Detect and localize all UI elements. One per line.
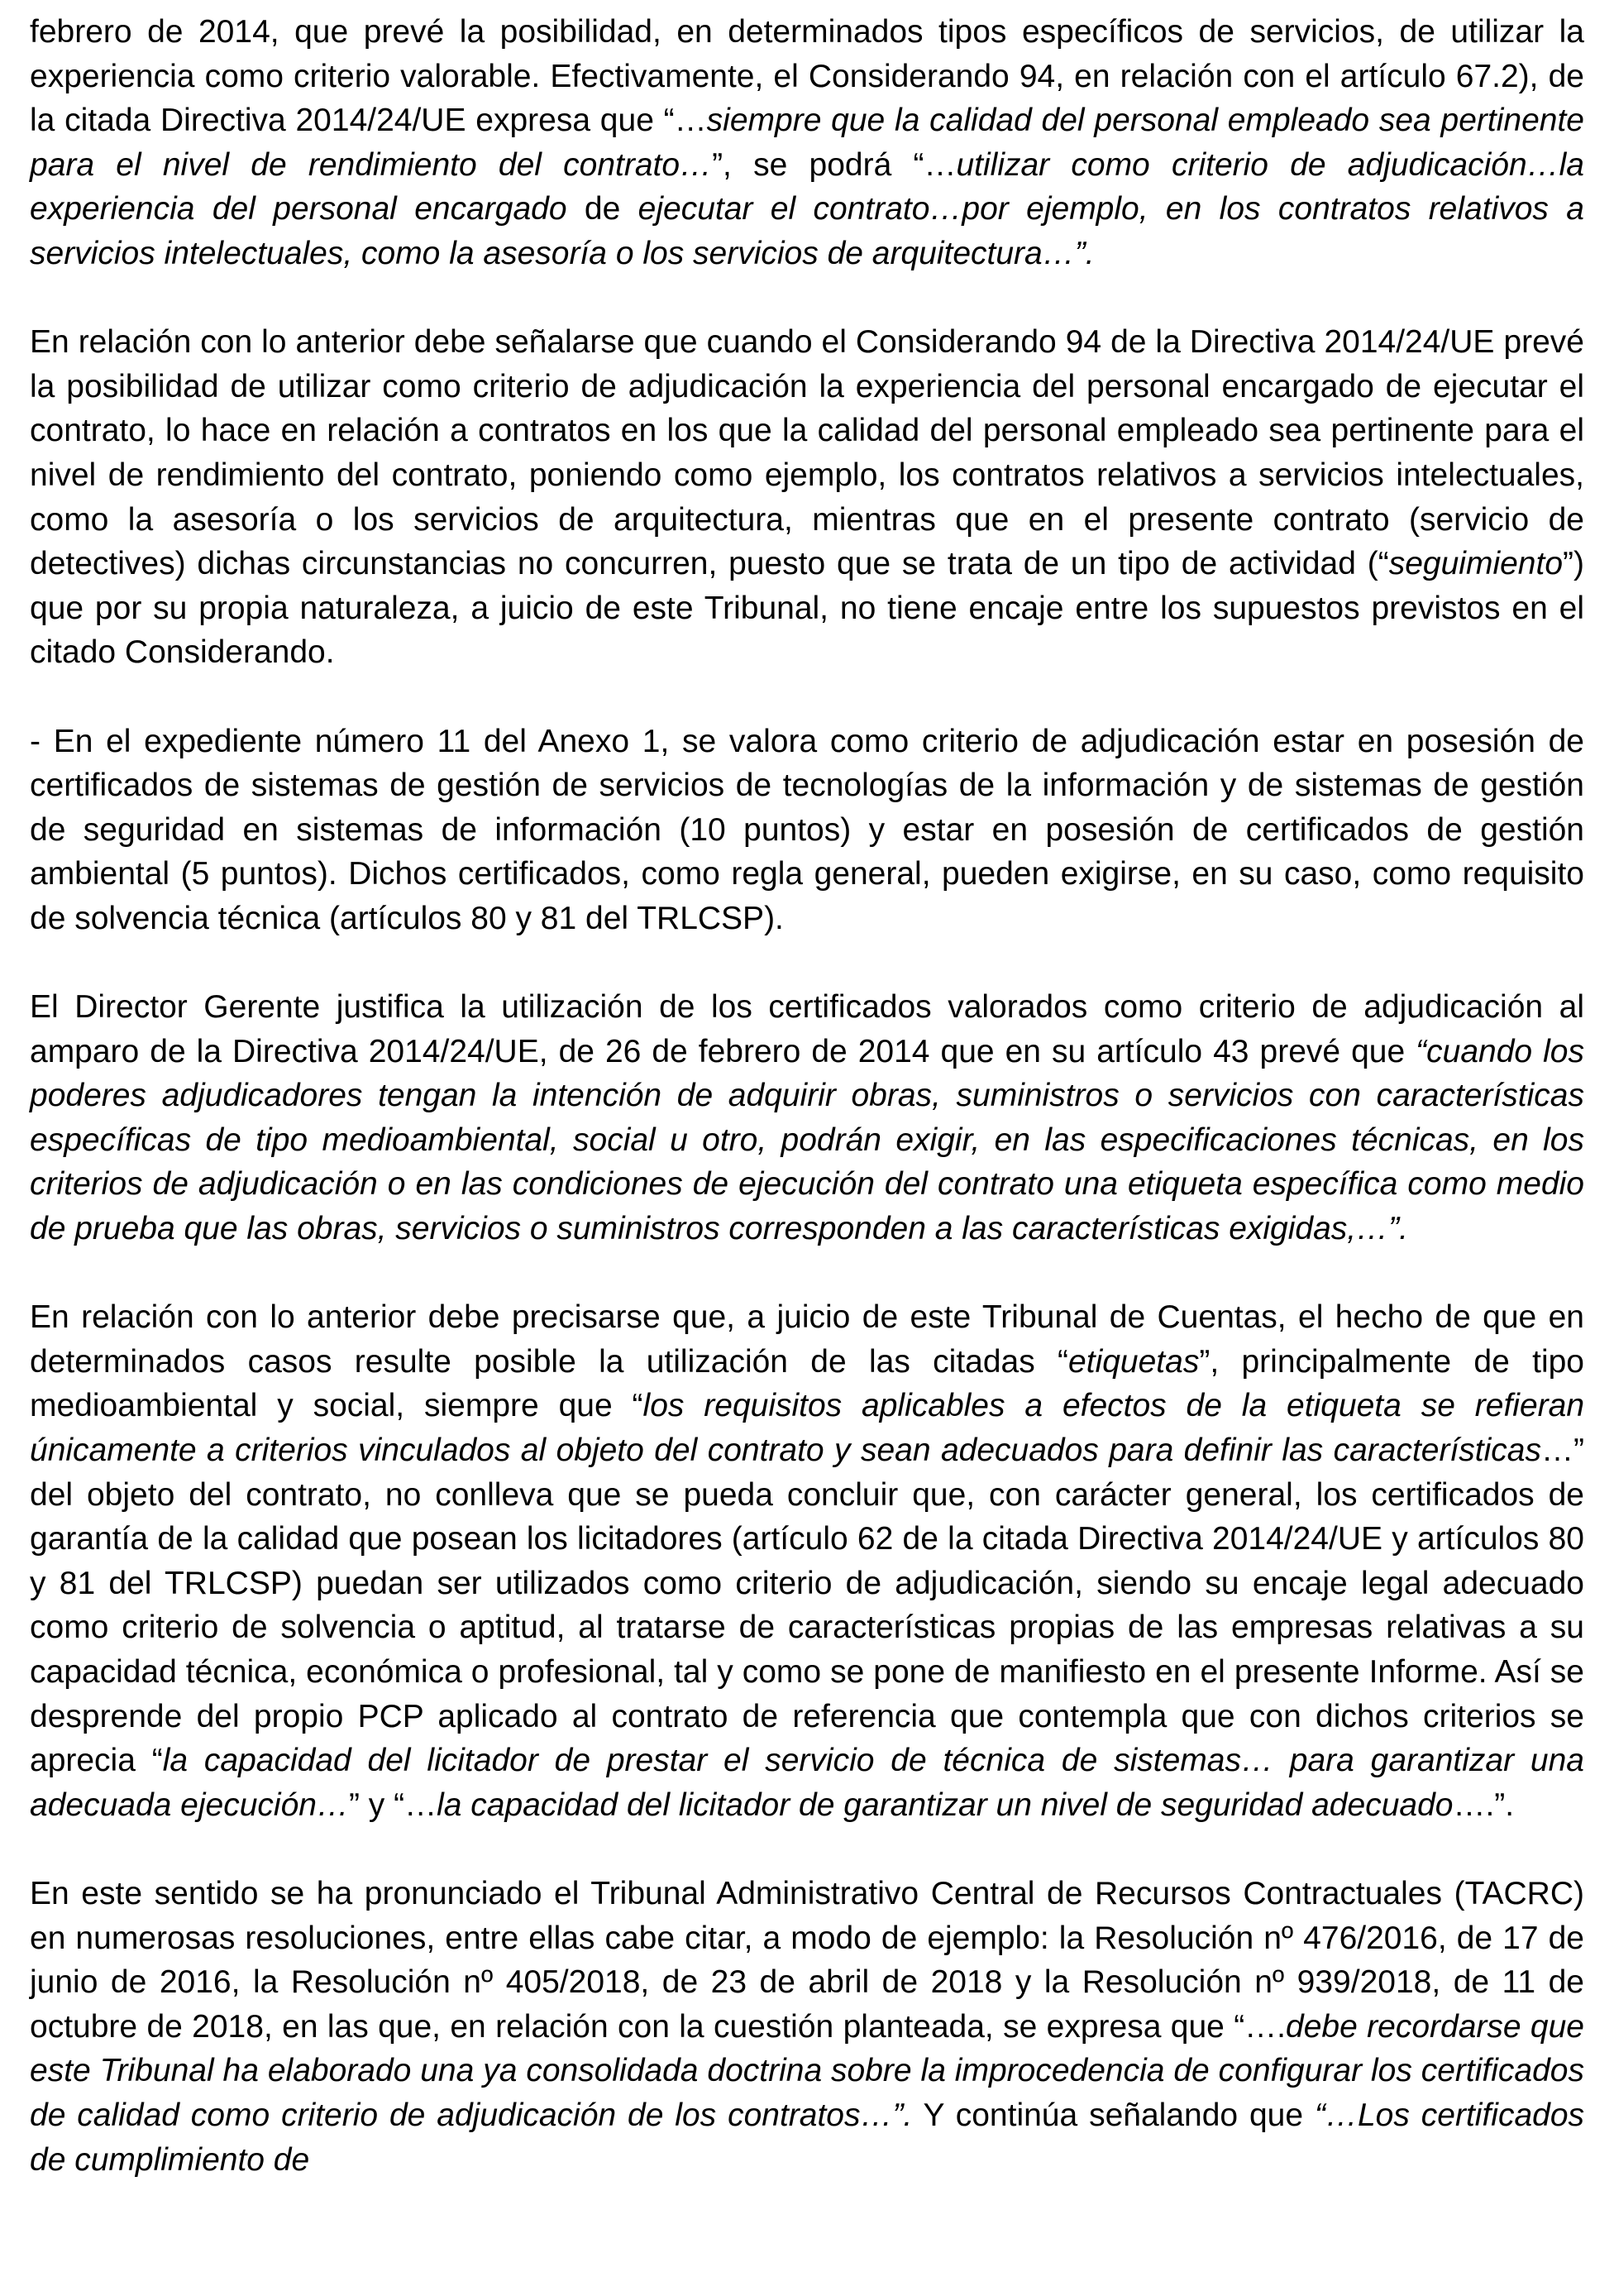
paragraph-tacrc-resoluciones — [30, 1872, 1584, 2182]
quote-run: la capacidad del licitador de prestar el servicio de técnica de sistemas… para garantizar una adecuada ejecución… — [30, 1743, 1584, 1823]
quote-run: la capacidad del licitador de garantizar un nivel de seguridad adecuado — [437, 1787, 1454, 1823]
text-run: En relación con lo anterior debe precisarse que, a juicio de este Tribunal de Cuentas, el hecho de que en determinados casos resulte posible la utilización de las citadas “ — [30, 1299, 1584, 1380]
paragraph-etiquetas — [30, 1295, 1584, 1827]
text-run: En este sentido se ha pronunciado el Tribunal Administrativo Central de Recursos Contractuales (TACRC) en numerosas resoluciones, entre ellas cabe citar, a modo de ejemplo: la Resolución nº 476/2016, de 17 de junio de 2016, la Resolución nº 405/2018, de 23 de abril de 2018 y la Resolución nº 939/2018, de 11 de octubre de 2018, en las que, en relación con la cuestión planteada, se expresa que “…. — [30, 1875, 1584, 2045]
quote-run: “cuando los poderes adjudicadores tengan la intención de adquirir obras, suministros o servicios con características específicas de tipo medioambiental, social u otro, podrán exigir, en las especificaciones técnicas, en los criterios de adjudicación o en las condiciones de ejecución del contrato una etiqueta específica como medio de prueba que las obras, servicios o suministros corresponden a las características exigidas,…”. — [30, 1033, 1584, 1247]
quote-run: etiquetas — [1068, 1343, 1200, 1380]
paragraph-considerando-94-experiencia — [30, 10, 1584, 276]
quote-run: utilizar como criterio de adjudicación…la experiencia del personal encargado — [30, 146, 1584, 227]
document-page — [30, 10, 1584, 2182]
quote-run: “…Los certificados de cumplimiento de — [30, 2097, 1585, 2178]
text-run: ”) que por su propia naturaleza, a juicio de este Tribunal, no tiene encaje entre los supuestos previstos en el citado Considerando. — [30, 546, 1584, 671]
text-run: Y continúa señalando que — [912, 2097, 1315, 2133]
paragraph-director-gerente — [30, 985, 1584, 1251]
quote-run: los requisitos aplicables a efectos de la etiqueta se refieran únicamente a criterios vinculados al objeto del contrato y sean adecuados para definir las características — [30, 1388, 1585, 1468]
quote-run: seguimiento — [1388, 546, 1564, 582]
text-run: …” del objeto del contrato, no conlleva que se pueda concluir que, con carácter general, los certificados de garantía de la calidad que posean los licitadores (artículo 62 de la citada Directiva 2014/24/UE y artículos 80 y 81 del TRLCSP) puedan ser utilizados como criterio de adjudicación, siendo su encaje legal adecuado como criterio de solvencia o aptitud, al tratarse de características propias de las empresas relativas a su capacidad técnica, económica o profesional, tal y como se pone de manifiesto en el presente Informe. Así se desprende del propio PCP aplicado al contrato de referencia que contempla que con dichos criterios se aprecia “ — [30, 1433, 1584, 1779]
paragraph-servicio-detectives — [30, 320, 1584, 675]
text-run: febrero de 2014, que prevé la posibilidad, en determinados tipos específicos de servicios, de utilizar la experiencia como criterio valorable. Efectivamente, el Considerando 94, en relación con el artículo 67.2), de la citada Directiva 2014/24/UE expresa que “… — [30, 14, 1584, 139]
quote-run: debe recordarse que este Tribunal ha elaborado una ya consolidada doctrina sobre la improcedencia de configurar los certificados de calidad como criterio de adjudicación de los contratos…”. — [30, 2008, 1584, 2133]
paragraph-expediente-11 — [30, 720, 1584, 941]
quote-run: ejecutar el contrato…por ejemplo, en los contratos relativos a servicios intelectuales, como la asesoría o los servicios de arquitectura…”. — [30, 191, 1584, 271]
quote-run: siempre que la calidad del personal empleado sea pertinente para el nivel de rendimiento del contrato… — [30, 103, 1585, 183]
text-run: ….”. — [1453, 1787, 1515, 1823]
text-run: de — [566, 191, 638, 227]
text-run: ”, principalmente de tipo medioambiental y social, siempre que “ — [30, 1343, 1584, 1424]
text-run: El Director Gerente justifica la utilización de los certificados valorados como criterio de adjudicación al amparo de la Directiva 2014/24/UE, de 26 de febrero de 2014 que en su artículo 43 prevé que — [30, 989, 1584, 1069]
text-run: ”, se podrá “… — [712, 146, 957, 183]
text-run: ” y “… — [348, 1787, 437, 1823]
text-run: En relación con lo anterior debe señalarse que cuando el Considerando 94 de la Directiva 2014/24/UE prevé la posibilidad de utilizar como criterio de adjudicación la experiencia del personal encargado de ejecutar el contrato, lo hace en relación a contratos en los que la calidad del personal empleado sea pertinente para el nivel de rendimiento del contrato, poniendo como ejemplo, los contratos relativos a servicios intelectuales, como la asesoría o los servicios de arquitectura, mientras que en el presente contrato (servicio de detectives) dichas circunstancias no concurren, puesto que se trata de un tipo de actividad (“ — [30, 324, 1584, 582]
text-run: - En el expediente número 11 del Anexo 1, se valora como criterio de adjudicación estar en posesión de certificados de sistemas de gestión de servicios de tecnologías de la información y de sistemas de gestión de seguridad en sistemas de información (10 puntos) y estar en posesión de certificados de gestión ambiental (5 puntos). Dichos certificados, como regla general, pueden exigirse, en su caso, como requisito de solvencia técnica (artículos 80 y 81 del TRLCSP). — [30, 723, 1584, 936]
